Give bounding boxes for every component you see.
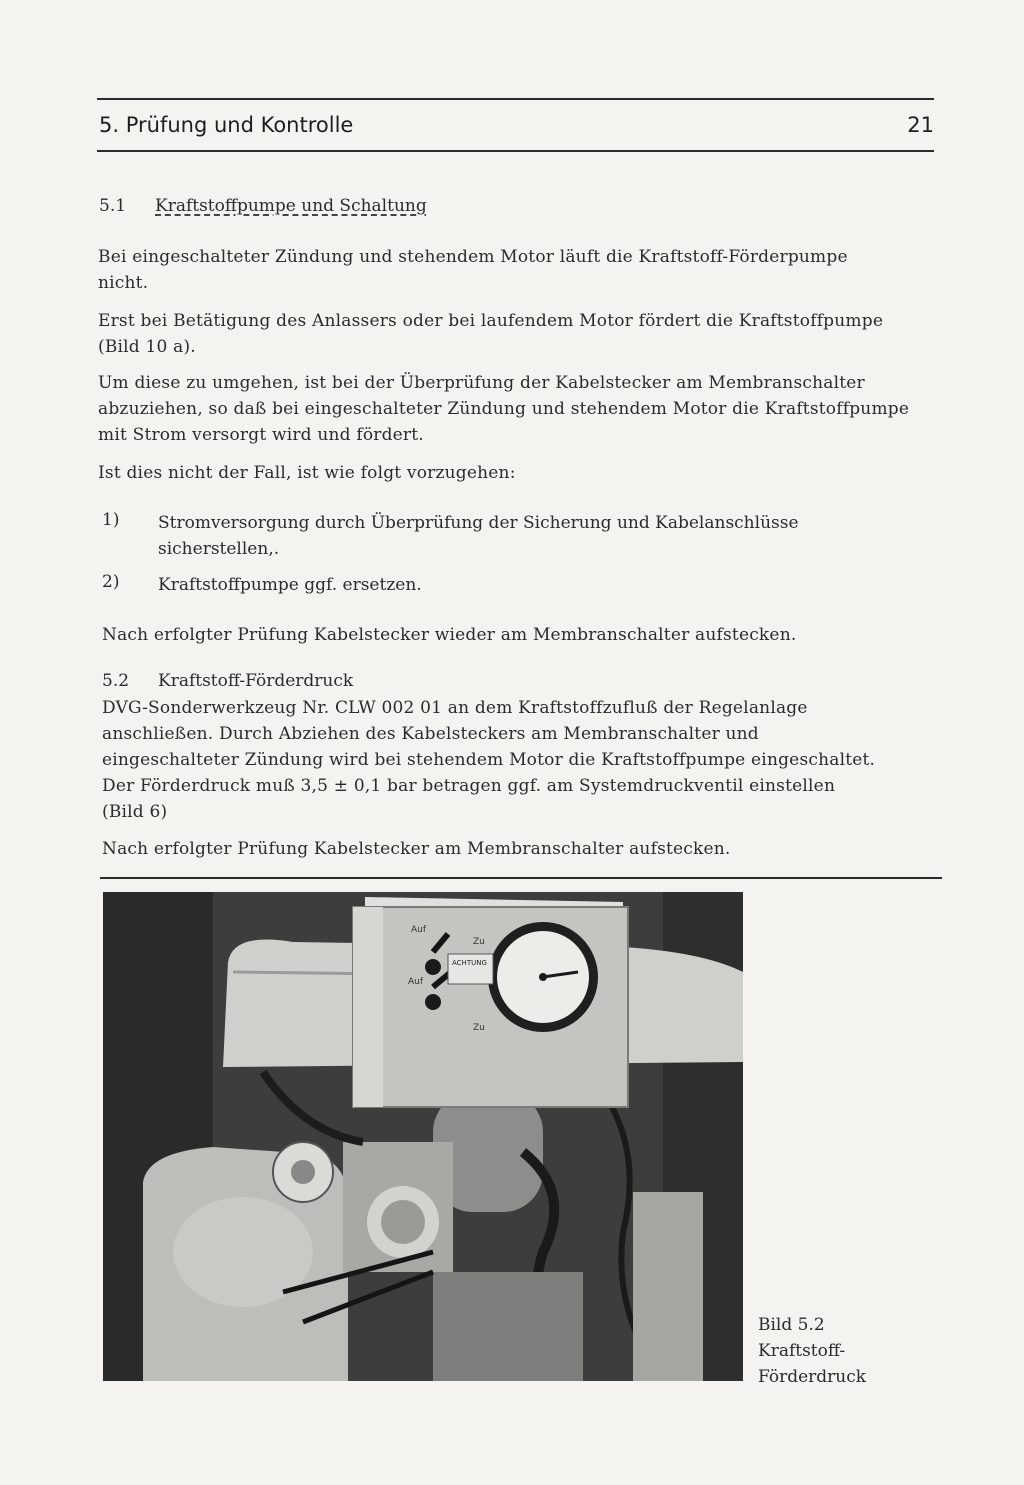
section-5-2-title: Kraftstoff-Förderdruck [158, 671, 354, 691]
page-number: 21 [907, 113, 934, 137]
header-top-rule [97, 98, 934, 100]
paragraph: Nach erfolgter Prüfung Kabelstecker wieder am Membranschalter aufstecken. [102, 625, 797, 645]
figure-caption [758, 1312, 866, 1390]
list-item-text: Stromversorgung durch Überprüfung der Sicherung und Kabelanschlüsse sicherstellen,. [158, 513, 799, 559]
engine-bay-photo [103, 892, 743, 1381]
paragraph: Um diese zu umgehen, ist bei der Überprüfung der Kabelstecker am Membranschalter abzuziehen, so daß bei eingeschalteter Zündung und stehendem Motor die Kraftstoffpumpe mit Strom versorgt wird und fördert. [98, 373, 910, 445]
valve-label-zu-2: Zu [473, 1023, 485, 1033]
figure-top-rule [100, 877, 942, 879]
list-item-text: Kraftstoffpumpe ggf. ersetzen. [158, 575, 422, 595]
section-5-1-number: 5.1 [99, 196, 127, 216]
header-bottom-rule [97, 150, 934, 152]
caption-line: Bild 5.2 [758, 1315, 825, 1335]
valve-label-auf-2: Auf [408, 977, 424, 987]
section-5-2-number: 5.2 [102, 671, 130, 691]
section-5-1-title: Kraftstoffpumpe und Schaltung [155, 196, 427, 216]
paragraph: Erst bei Betätigung des Anlassers oder bei laufendem Motor fördert die Kraftstoffpumpe (Bild 10 a). [98, 311, 884, 357]
chapter-title: 5. Prüfung und Kontrolle [99, 113, 354, 137]
valve-label-zu-1: Zu [473, 937, 485, 947]
list-item-number: 1) [102, 510, 120, 530]
paragraph: Bei eingeschalteter Zündung und stehendem Motor läuft die Kraftstoff-Förderpumpe nicht. [98, 247, 848, 293]
paragraph: Ist dies nicht der Fall, ist wie folgt vorzugehen: [98, 463, 516, 483]
caption-line: Förderdruck [758, 1367, 867, 1387]
valve-label-auf-1: Auf [411, 925, 427, 935]
engine-bay-illustration [103, 892, 743, 1381]
caption-line: Kraftstoff- [758, 1341, 846, 1361]
list-item-number: 2) [102, 572, 120, 592]
warning-label: ACHTUNG [452, 959, 487, 967]
paragraph: DVG-Sonderwerkzeug Nr. CLW 002 01 an dem Kraftstoffzufluß der Regelanlage anschließen. Durch Abziehen des Kabelsteckers am Membranschalter und eingeschalteter Zündung wird bei stehendem Motor die Kraftstoffpumpe eingeschaltet. Der Förderdruck muß 3,5 ± 0,1 bar betragen ggf. am Systemdruckventil einstellen (Bild 6) [102, 698, 876, 822]
paragraph: Nach erfolgter Prüfung Kabelstecker am Membranschalter aufstecken. [102, 839, 731, 859]
